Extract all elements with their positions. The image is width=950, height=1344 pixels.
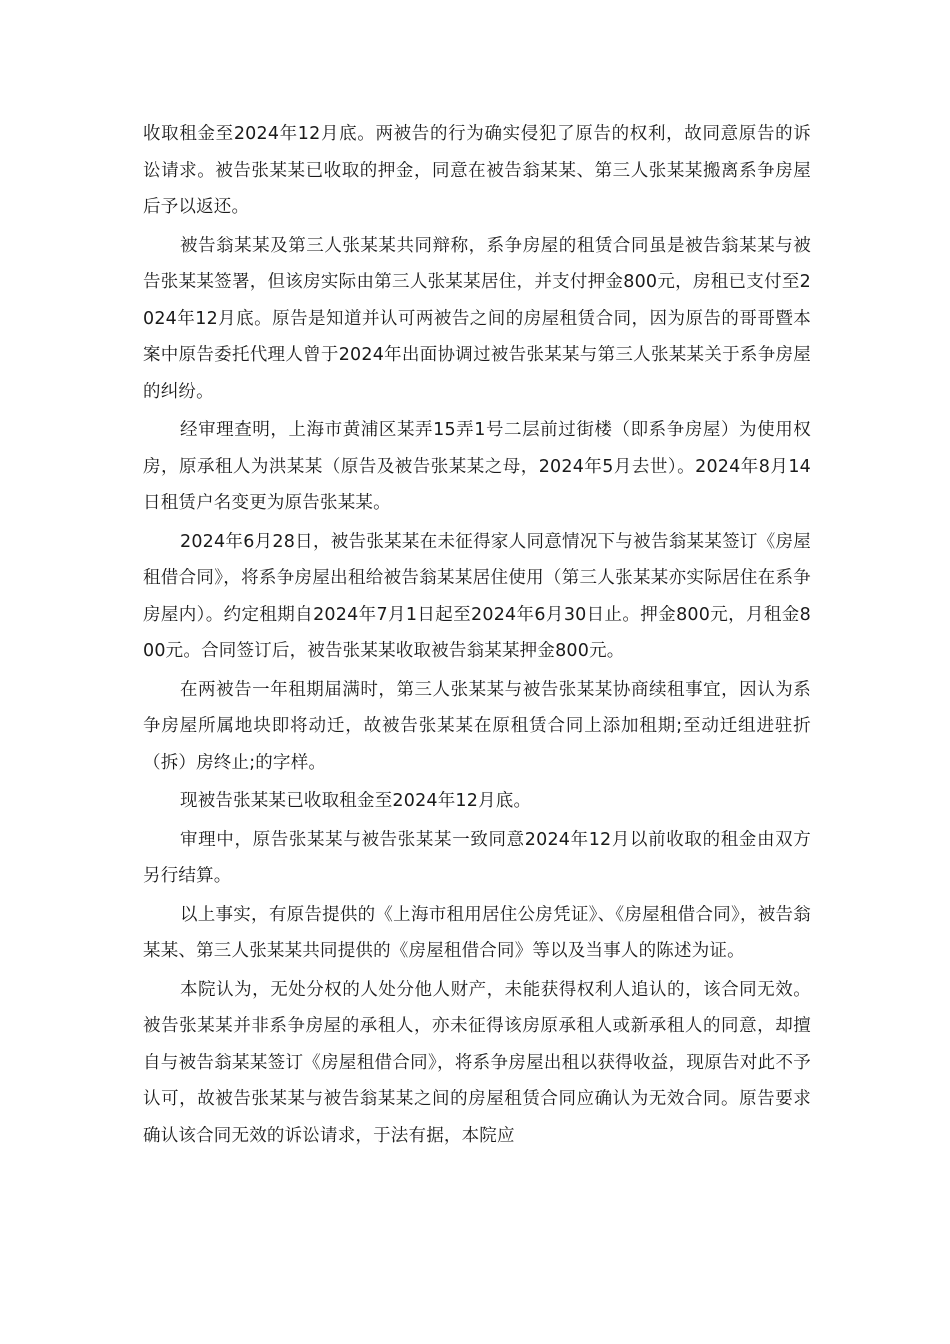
document-body — [143, 116, 811, 1154]
paragraph-court-opinion: 本院认为，无处分权的人处分他人财产，未能获得权利人追认的，该合同无效。被告张某某并非系争房屋的承租人，亦未征得该房原承租人或新承租人的同意，却擅自与被告翁某某签订《房屋租借合同》，将系争房屋出租以获得收益，现原告对此不予认可，故被告张某某与被告翁某某之间的房屋租赁合同应确认为无效合同。原告要求确认该合同无效的诉讼请求，于法有据，本院应 — [143, 979, 811, 1146]
paragraph-evidence: 以上事实，有原告提供的《上海市租用居住公房凭证》、《房屋租借合同》，被告翁某某、第三人张某某共同提供的《房屋租借合同》等以及当事人的陈述为证。 — [143, 904, 811, 961]
paragraph-defense-statement: 被告翁某某及第三人张某某共同辩称，系争房屋的租赁合同虽是被告翁某某与被告张某某签署，但该房实际由第三人张某某居住，并支付押金800元，房租已支付至2024年12月底。原告是知道并认可两被告之间的房屋租赁合同，因为原告的哥哥暨本案中原告委托代理人曾于2024年出面协调过被告张某某与第三人张某某关于系争房屋的纠纷。 — [143, 235, 811, 402]
paragraph-settlement-agreement: 审理中，原告张某某与被告张某某一致同意2024年12月以前收取的租金由双方另行结算。 — [143, 829, 811, 886]
paragraph-lease-renewal: 在两被告一年租期届满时，第三人张某某与被告张某某协商续租事宜，因认为系争房屋所属地块即将动迁，故被告张某某在原租赁合同上添加租期;至动迁组进驻折（拆）房终止;的字样。 — [143, 679, 811, 773]
paragraph-rent-collected: 现被告张某某已收取租金至2024年12月底。 — [180, 791, 532, 811]
paragraph-lease-signing: 2024年6月28日，被告张某某在未征得家人同意情况下与被告翁某某签订《房屋租借合同》，将系争房屋出租给被告翁某某居住使用（第三人张某某亦实际居住在系争房屋内）。约定租期自2024年7月1日起至2024年6月30日止。押金800元，月租金800元。合同签订后，被告张某某收取被告翁某某押金800元。 — [143, 531, 811, 661]
paragraph-facts-found: 经审理查明，上海市黄浦区某弄15弄1号二层前过街楼（即系争房屋）为使用权房，原承租人为洪某某（原告及被告张某某之母，2024年5月去世）。2024年8月14日租赁户名变更为原告张某某。 — [143, 420, 811, 513]
paragraph-continued: 收取租金至2024年12月底。两被告的行为确实侵犯了原告的权利，故同意原告的诉讼请求。被告张某某已收取的押金，同意在被告翁某某、第三人张某某搬离系争房屋后予以返还。 — [143, 124, 811, 217]
